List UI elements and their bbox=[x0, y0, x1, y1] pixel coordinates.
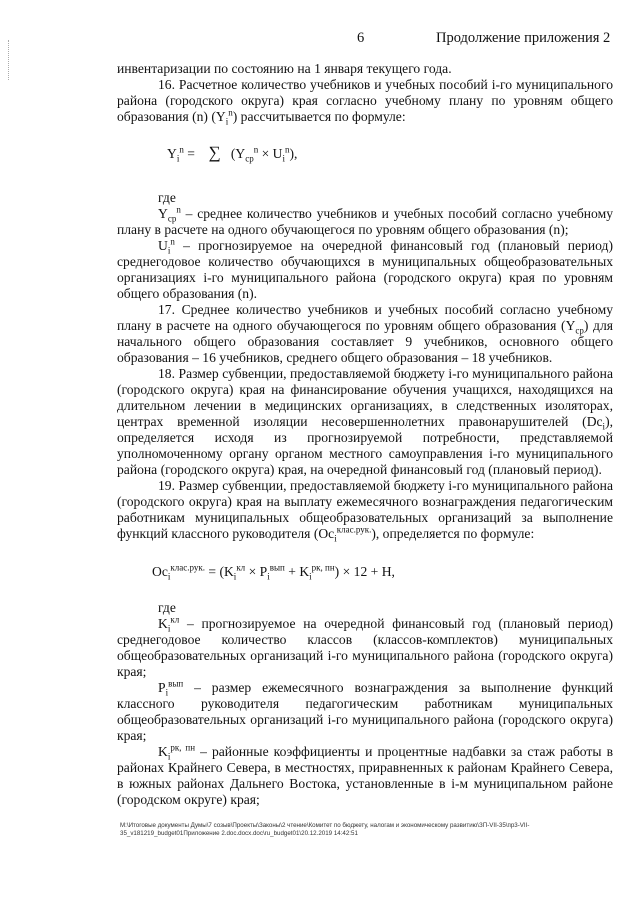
document-body bbox=[117, 61, 613, 808]
sum-symbol: ∑ bbox=[208, 143, 221, 162]
paragraph-19: 19. Размер субвенции, предоставляемой бюджету i-го муниципального района (городского округа) края на выплату ежемесячного вознаграждения педагогическим работникам муниципальных общеобразовательных организаций за выполнение функций классного руководителя $(Oc_i^{клас.рук.})$, определяется по формуле: bbox=[117, 478, 613, 544]
paragraph-17: 17. Среднее количество учебников и учебных пособий согласно учебному плану в расчете на одного обучающегося по уровням общего образования $(Y_{ср})$ для начального общего образования составляет 9 учебников, основного общего образования – 16 учебников, среднего общего образования – 18 учебников. bbox=[117, 302, 613, 365]
definition-ycp: $Y_{ср}^n$ – среднее количество учебников и учебных пособий согласно учебному плану в расчете на одного обучающегося по уровням общего образования (n); bbox=[117, 204, 613, 237]
formula-textbooks: $Y_i^n$ = ∑ $(Y_{ср}^n \times U_i^n)$, bbox=[167, 143, 298, 164]
file-path-footer bbox=[120, 822, 620, 838]
footer-line-1: M:\Итоговые документы Думы\7 созыв\Проекты\Законы\2 чтение\Комитет по бюджету, налогам и экономическому развитию\ЗП-VII-35\пр3-VII- bbox=[120, 822, 530, 829]
formula-class-teacher: $Oc_i^{клас.рук.} = (K_i^{кл} \times P_i^{вып} + K_i^{рк, пн}) \times 12 + H$, bbox=[152, 562, 395, 582]
margin-mark bbox=[8, 40, 14, 80]
where-label-2: где bbox=[158, 600, 176, 615]
paragraph-16: 16. Расчетное количество учебников и учебных пособий i-го муниципального района (городского округа) края согласно учебному плану по уровням общего образования (n) $(Y_i^n)$ рассчитывается по формуле: bbox=[117, 77, 613, 127]
footer-line-2: 35_v181219_budget01Приложение 2.doc.docx.doc\ru_budget01\20.12.2019 14:42:51 bbox=[120, 830, 358, 837]
definition-krk: $K_i^{рк, пн}$ – районные коэффициенты и процентные надбавки за стаж работы в районах Крайнего Севера, в местностях, приравненных к районам Крайнего Севера, в южных районах Дальнего Востока, установленные в i-м муниципальном районе (городском округе) края; bbox=[117, 742, 613, 807]
paragraph-18: 18. Размер субвенции, предоставляемой бюджету i-го муниципального района (городского округа) края на финансирование обучения учащихся, находящихся на длительном лечении в медицинских организациях, в следственных изоляторах, центрах временной изоляции несовершеннолетних правонарушителей $(Dc_i)$, определяется исходя из прогнозируемой потребности, представляемой уполномоченному органу органом местного самоуправления i-го муниципального района (городского округа) края, на очередной финансовый год (плановый период). bbox=[117, 366, 613, 477]
definition-ui: $U_i^n$ – прогнозируемое на очередной финансовый год (плановый период) среднегодовое количество обучающихся в муниципальных общеобразовательных организациях i-го муниципального района (городского округа) края по уровням общего образования (n). bbox=[117, 236, 613, 301]
page-header-title: Продолжение приложения 2 bbox=[436, 30, 611, 46]
definition-pvyp: $P_i^{вып}$ – размер ежемесячного вознаграждения за выполнение функций классного руководителя педагогическим работникам муниципальных общеобразовательных организаций i-го муниципального района (городского округа) края; bbox=[117, 678, 613, 743]
definition-kkl: $K_i^{кл}$ – прогнозируемое на очередной финансовый год (плановый период) среднегодовое количество классов (классов-комплектов) муниципальных общеобразовательных организаций i-го муниципального района (городского округа) края; bbox=[117, 614, 613, 679]
paragraph-continuation: инвентаризации по состоянию на 1 января текущего года. bbox=[117, 61, 452, 76]
page-number: 6 bbox=[357, 30, 365, 46]
where-label-1: где bbox=[158, 190, 176, 205]
